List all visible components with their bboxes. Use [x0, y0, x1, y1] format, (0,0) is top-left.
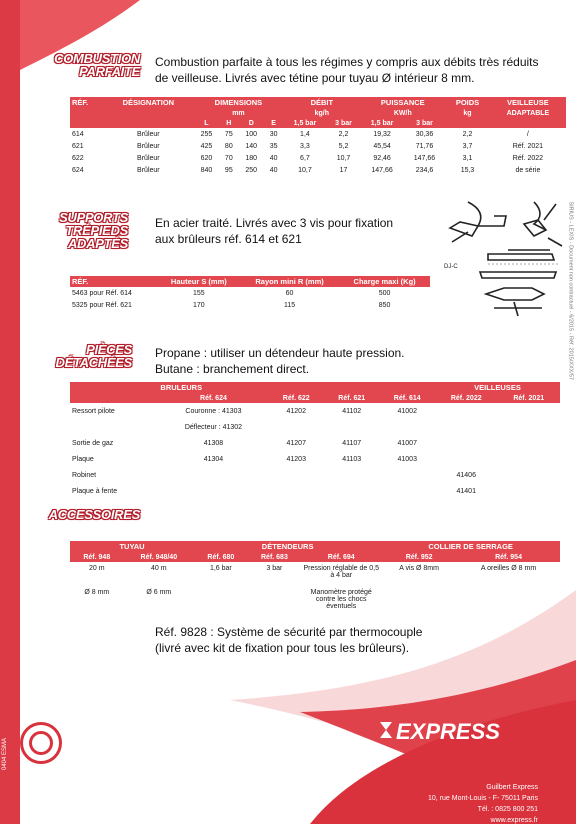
cell-e: 40	[269, 154, 278, 162]
th-tuyau: TUYAU	[70, 541, 194, 552]
cell-charge: 850	[378, 301, 391, 309]
table-row	[70, 562, 560, 586]
cell-c622: 41202	[286, 407, 306, 415]
cell-g: A oreilles Ø 8 mm	[480, 565, 537, 572]
footer-address	[428, 782, 538, 837]
cell-part-name	[70, 419, 158, 435]
pieces-intro-line1: Propane : utiliser un détendeur haute pression.	[155, 346, 405, 360]
cell-ref: 5325 pour Réf. 621	[72, 301, 132, 309]
supports-title-line1: SUPPORTS	[59, 210, 128, 225]
table-row	[70, 140, 566, 152]
cell-poids: 3,1	[462, 154, 473, 162]
cell-c624: 41308	[203, 439, 224, 447]
table-row	[70, 467, 560, 483]
cell-c621: 41103	[342, 455, 362, 463]
cell-d15: 6,7	[300, 154, 310, 162]
safety-line1: Réf. 9828 : Système de sécurité par thermocouple	[155, 625, 423, 639]
cell-c624: Couronne : 41303	[185, 407, 242, 415]
cell-e: 40	[269, 166, 278, 174]
burner-table	[70, 97, 566, 176]
logo-text: EXPRESS	[396, 719, 500, 744]
supports-title-line3: ADAPTÉS	[67, 236, 128, 251]
th-b3: 3 bar	[327, 118, 361, 128]
th-hauteur: Hauteur S (mm)	[158, 276, 240, 287]
cell-ref: 624	[72, 166, 84, 174]
th-poids-unit: kg	[445, 108, 490, 118]
footer-street: 10, rue Mont-Louis - F- 75011 Paris	[428, 795, 538, 802]
th-veilleuses: VEILLEUSES	[435, 382, 560, 393]
cell-d15: 10,7	[298, 166, 312, 174]
table-row	[70, 435, 560, 451]
cell-p15: 147,66	[371, 166, 393, 174]
cell-poids: 3,7	[462, 142, 473, 150]
cell-c2021	[497, 451, 560, 467]
cell-part-name: Robinet	[72, 471, 97, 479]
th-pb3: 3 bar	[404, 118, 445, 128]
cell-c: 1,6 bar	[209, 565, 232, 572]
cell-d: 100	[245, 130, 258, 138]
th-r624: Réf. 624	[158, 393, 268, 403]
cell-part-name: Sortie de gaz	[72, 439, 114, 447]
cell-veil: de série	[515, 166, 541, 174]
cell-rayon: 115	[283, 301, 296, 309]
cell-c621: 41102	[342, 407, 362, 415]
th-designation: DÉSIGNATION	[103, 97, 194, 108]
express-logo	[376, 716, 540, 746]
cell-d: 3 bar	[266, 565, 283, 572]
cell-p15: 19,32	[373, 130, 391, 138]
cell-e: 35	[269, 142, 278, 150]
tripod-diagram	[438, 190, 572, 330]
cell-d15: 1,4	[300, 130, 310, 138]
cell-h: 70	[224, 154, 233, 162]
th-r2021: Réf. 2021	[497, 393, 560, 403]
th-bruleurs: BRULEURS	[158, 382, 435, 393]
cell-c622	[268, 467, 324, 483]
th-r622: Réf. 622	[268, 393, 324, 403]
th-d: D	[238, 118, 264, 128]
cell-charge: 500	[378, 289, 391, 297]
cell-part-name: Ressort pilote	[72, 407, 115, 415]
cell-poids: 2,2	[462, 130, 473, 138]
cell-c2021	[497, 435, 560, 451]
cell-veil: /	[526, 130, 529, 138]
cell-des: Brûleur	[137, 142, 160, 150]
cell-ref: 622	[72, 154, 84, 162]
th-debit-unit: kg/h	[283, 108, 360, 118]
cell-ref: 614	[72, 130, 84, 138]
cell-b: 40 m	[151, 565, 167, 572]
table-row	[70, 586, 560, 610]
cell-part-name: Plaque à fente	[72, 487, 118, 495]
th-veilleuse: VEILLEUSE	[490, 97, 566, 108]
parts-table	[70, 382, 560, 499]
th-rayon: Rayon mini R (mm)	[240, 276, 339, 287]
table-row	[70, 299, 430, 311]
emblem-inner-icon	[29, 731, 53, 755]
cell-d: 140	[245, 142, 258, 150]
cell-c624: Déflecteur : 41302	[184, 423, 243, 431]
cell-h: 80	[224, 142, 233, 150]
cell-part-name: Plaque	[72, 455, 94, 463]
cell-veil: Réf. 2022	[512, 154, 544, 162]
pieces-intro-line2: Butane : branchement direct.	[155, 362, 310, 376]
footer-tel: Tél. : 0825 800 251	[477, 806, 538, 813]
th-r680: Réf. 680	[194, 552, 248, 562]
th-poids: POIDS	[445, 97, 490, 108]
cell-ref: 5463 pour Réf. 614	[72, 289, 132, 297]
th-ref: RÉF.	[70, 97, 103, 108]
cell-c2022	[435, 419, 498, 435]
th-charge: Charge maxi (Kg)	[339, 276, 430, 287]
cell-d3: 5,2	[338, 142, 349, 150]
table-row	[70, 287, 430, 299]
cell-p3: 147,66	[413, 154, 436, 162]
pieces-title-line1: PIÈCES	[86, 342, 132, 357]
cell-poids: 15,3	[460, 166, 475, 174]
cell-c2021	[497, 467, 560, 483]
left-red-band	[0, 0, 20, 824]
cell-f: A vis Ø 8mm	[399, 565, 439, 572]
cell-c2022	[435, 435, 498, 451]
side-legal-text: SIRIUS - LEXIS - Document non contractuel - 6/2015 - Réf. 2015/XXX/57	[568, 201, 574, 380]
cell-c614	[379, 419, 435, 435]
cell-c2022: 41401	[456, 487, 476, 495]
accessoires-title: ACCESSOIRES	[48, 507, 140, 522]
cell-ref: 621	[72, 142, 84, 150]
th-r94840: Réf. 948/40	[124, 552, 194, 562]
cell-b: Ø 6 mm	[146, 589, 172, 596]
combustion-title: COMBUSTION PARFAITE	[54, 51, 140, 79]
cell-d: 180	[245, 154, 258, 162]
cell-c614: 41007	[397, 439, 417, 447]
table-row	[70, 483, 560, 499]
table-row	[70, 128, 566, 140]
table-row	[70, 419, 560, 435]
cell-d3: 2,2	[338, 130, 349, 138]
th-h: H	[219, 118, 238, 128]
cell-c622: 41203	[286, 455, 306, 463]
th-detendeurs: DÉTENDEURS	[194, 541, 381, 552]
document-code: 0404 ESMA	[2, 737, 8, 770]
pieces-title	[44, 343, 132, 369]
cell-c624	[158, 483, 268, 499]
cell-c622	[268, 483, 324, 499]
cell-veil: Réf. 2021	[512, 142, 544, 150]
supports-intro-line1: En acier traité. Livrés avec 3 vis pour fixation	[155, 216, 394, 230]
cell-c614: 41003	[397, 455, 417, 463]
th-r694: Réf. 694	[301, 552, 381, 562]
table-row	[70, 451, 560, 467]
th-collier: COLLIER DE SERRAGE	[381, 541, 560, 552]
cell-des: Brûleur	[137, 154, 160, 162]
th-supports-ref: RÉF.	[70, 276, 158, 287]
th-r952: Réf. 952	[381, 552, 457, 562]
safety-note	[155, 624, 485, 656]
supports-title-line2: TRÉPIEDS	[65, 223, 128, 238]
combustion-intro: Combustion parfaite à tous les régimes y compris aux débits très réduits de veilleuse. Livrés avec tétine pour tuyau Ø intérieur 8 mm.	[155, 55, 539, 85]
cell-c622: 41207	[286, 439, 306, 447]
cell-e: Pression réglable de 0,5 à 4 bar	[303, 565, 379, 579]
cell-d: 250	[245, 166, 258, 174]
th-veilleuse-sub: ADAPTABLE	[490, 108, 566, 118]
table-row	[70, 152, 566, 164]
cell-c2022	[435, 403, 498, 419]
th-r954: Réf. 954	[457, 552, 560, 562]
cell-d3: 10,7	[336, 154, 351, 162]
cell-h: 95	[224, 166, 233, 174]
cell-c2021	[497, 483, 560, 499]
cell-c614	[379, 483, 435, 499]
cell-c621	[324, 467, 380, 483]
th-l: L	[194, 118, 220, 128]
cell-c614: 41002	[397, 407, 417, 415]
cell-p3: 71,76	[415, 142, 434, 150]
cell-p3: 30,36	[415, 130, 434, 138]
diagram-label: DJ-C	[444, 264, 458, 270]
cell-rayon: 60	[285, 289, 294, 297]
cell-l: 425	[200, 142, 213, 150]
cell-l: 840	[200, 166, 213, 174]
cell-c2021	[497, 403, 560, 419]
cell-e: 30	[269, 130, 278, 138]
th-r614: Réf. 614	[379, 393, 435, 403]
cell-d15: 3,3	[300, 142, 310, 150]
cell-c624: 41304	[203, 455, 224, 463]
footer-email: info@express.fr	[488, 828, 538, 835]
cell-p15: 92,46	[373, 154, 391, 162]
supports-table	[70, 276, 430, 311]
cell-c621	[324, 419, 380, 435]
logo-chevron-icon	[380, 722, 392, 738]
th-puissance-unit: KW/h	[360, 108, 445, 118]
cell-hauteur: 155	[192, 289, 205, 297]
cell-a: Ø 8 mm	[84, 589, 110, 596]
th-r948: Réf. 948	[70, 552, 124, 562]
th-puissance: PUISSANCE	[360, 97, 445, 108]
safety-line2: (livré avec kit de fixation pour tous les brûleurs).	[155, 641, 410, 655]
th-r683: Réf. 683	[248, 552, 302, 562]
cell-c624	[158, 467, 268, 483]
th-pb15: 1,5 bar	[360, 118, 403, 128]
cell-a: 20 m	[89, 565, 105, 572]
th-debit: DÉBIT	[283, 97, 360, 108]
cell-des: Brûleur	[137, 166, 160, 174]
cell-e: Manomètre protégé contre les chocs éventuels	[310, 589, 372, 610]
supports-intro-line2: aux brûleurs réf. 614 et 621	[155, 232, 302, 246]
footer-web: www.express.fr	[490, 817, 538, 824]
supports-intro	[155, 215, 425, 247]
th-r621: Réf. 621	[324, 393, 380, 403]
cell-c614	[379, 467, 435, 483]
cell-d3: 17	[339, 166, 348, 174]
cell-c2022: 41406	[456, 471, 476, 479]
cell-l: 620	[200, 154, 213, 162]
table-row	[70, 164, 566, 176]
supports-title	[36, 211, 128, 250]
table-row	[70, 403, 560, 419]
pieces-intro	[155, 345, 445, 377]
th-b15: 1,5 bar	[283, 118, 326, 128]
footer-company: Guilbert Express	[486, 784, 538, 791]
th-dimensions: DIMENSIONS	[194, 97, 284, 108]
cell-p15: 45,54	[373, 142, 391, 150]
cell-c2022	[435, 451, 498, 467]
cell-c621: 41107	[342, 439, 362, 447]
accessories-table	[70, 541, 560, 610]
cell-c622	[268, 419, 324, 435]
cell-des: Brûleur	[137, 130, 160, 138]
th-r2022: Réf. 2022	[435, 393, 498, 403]
cell-l: 255	[200, 130, 213, 138]
cell-c2021	[497, 419, 560, 435]
th-e: E	[264, 118, 283, 128]
cell-hauteur: 170	[192, 301, 205, 309]
cell-c621	[324, 483, 380, 499]
cell-p3: 234,6	[415, 166, 434, 174]
cell-h: 75	[224, 130, 233, 138]
th-dim-unit: mm	[194, 108, 284, 118]
pieces-title-line2: DÉTACHÉES	[55, 355, 132, 370]
